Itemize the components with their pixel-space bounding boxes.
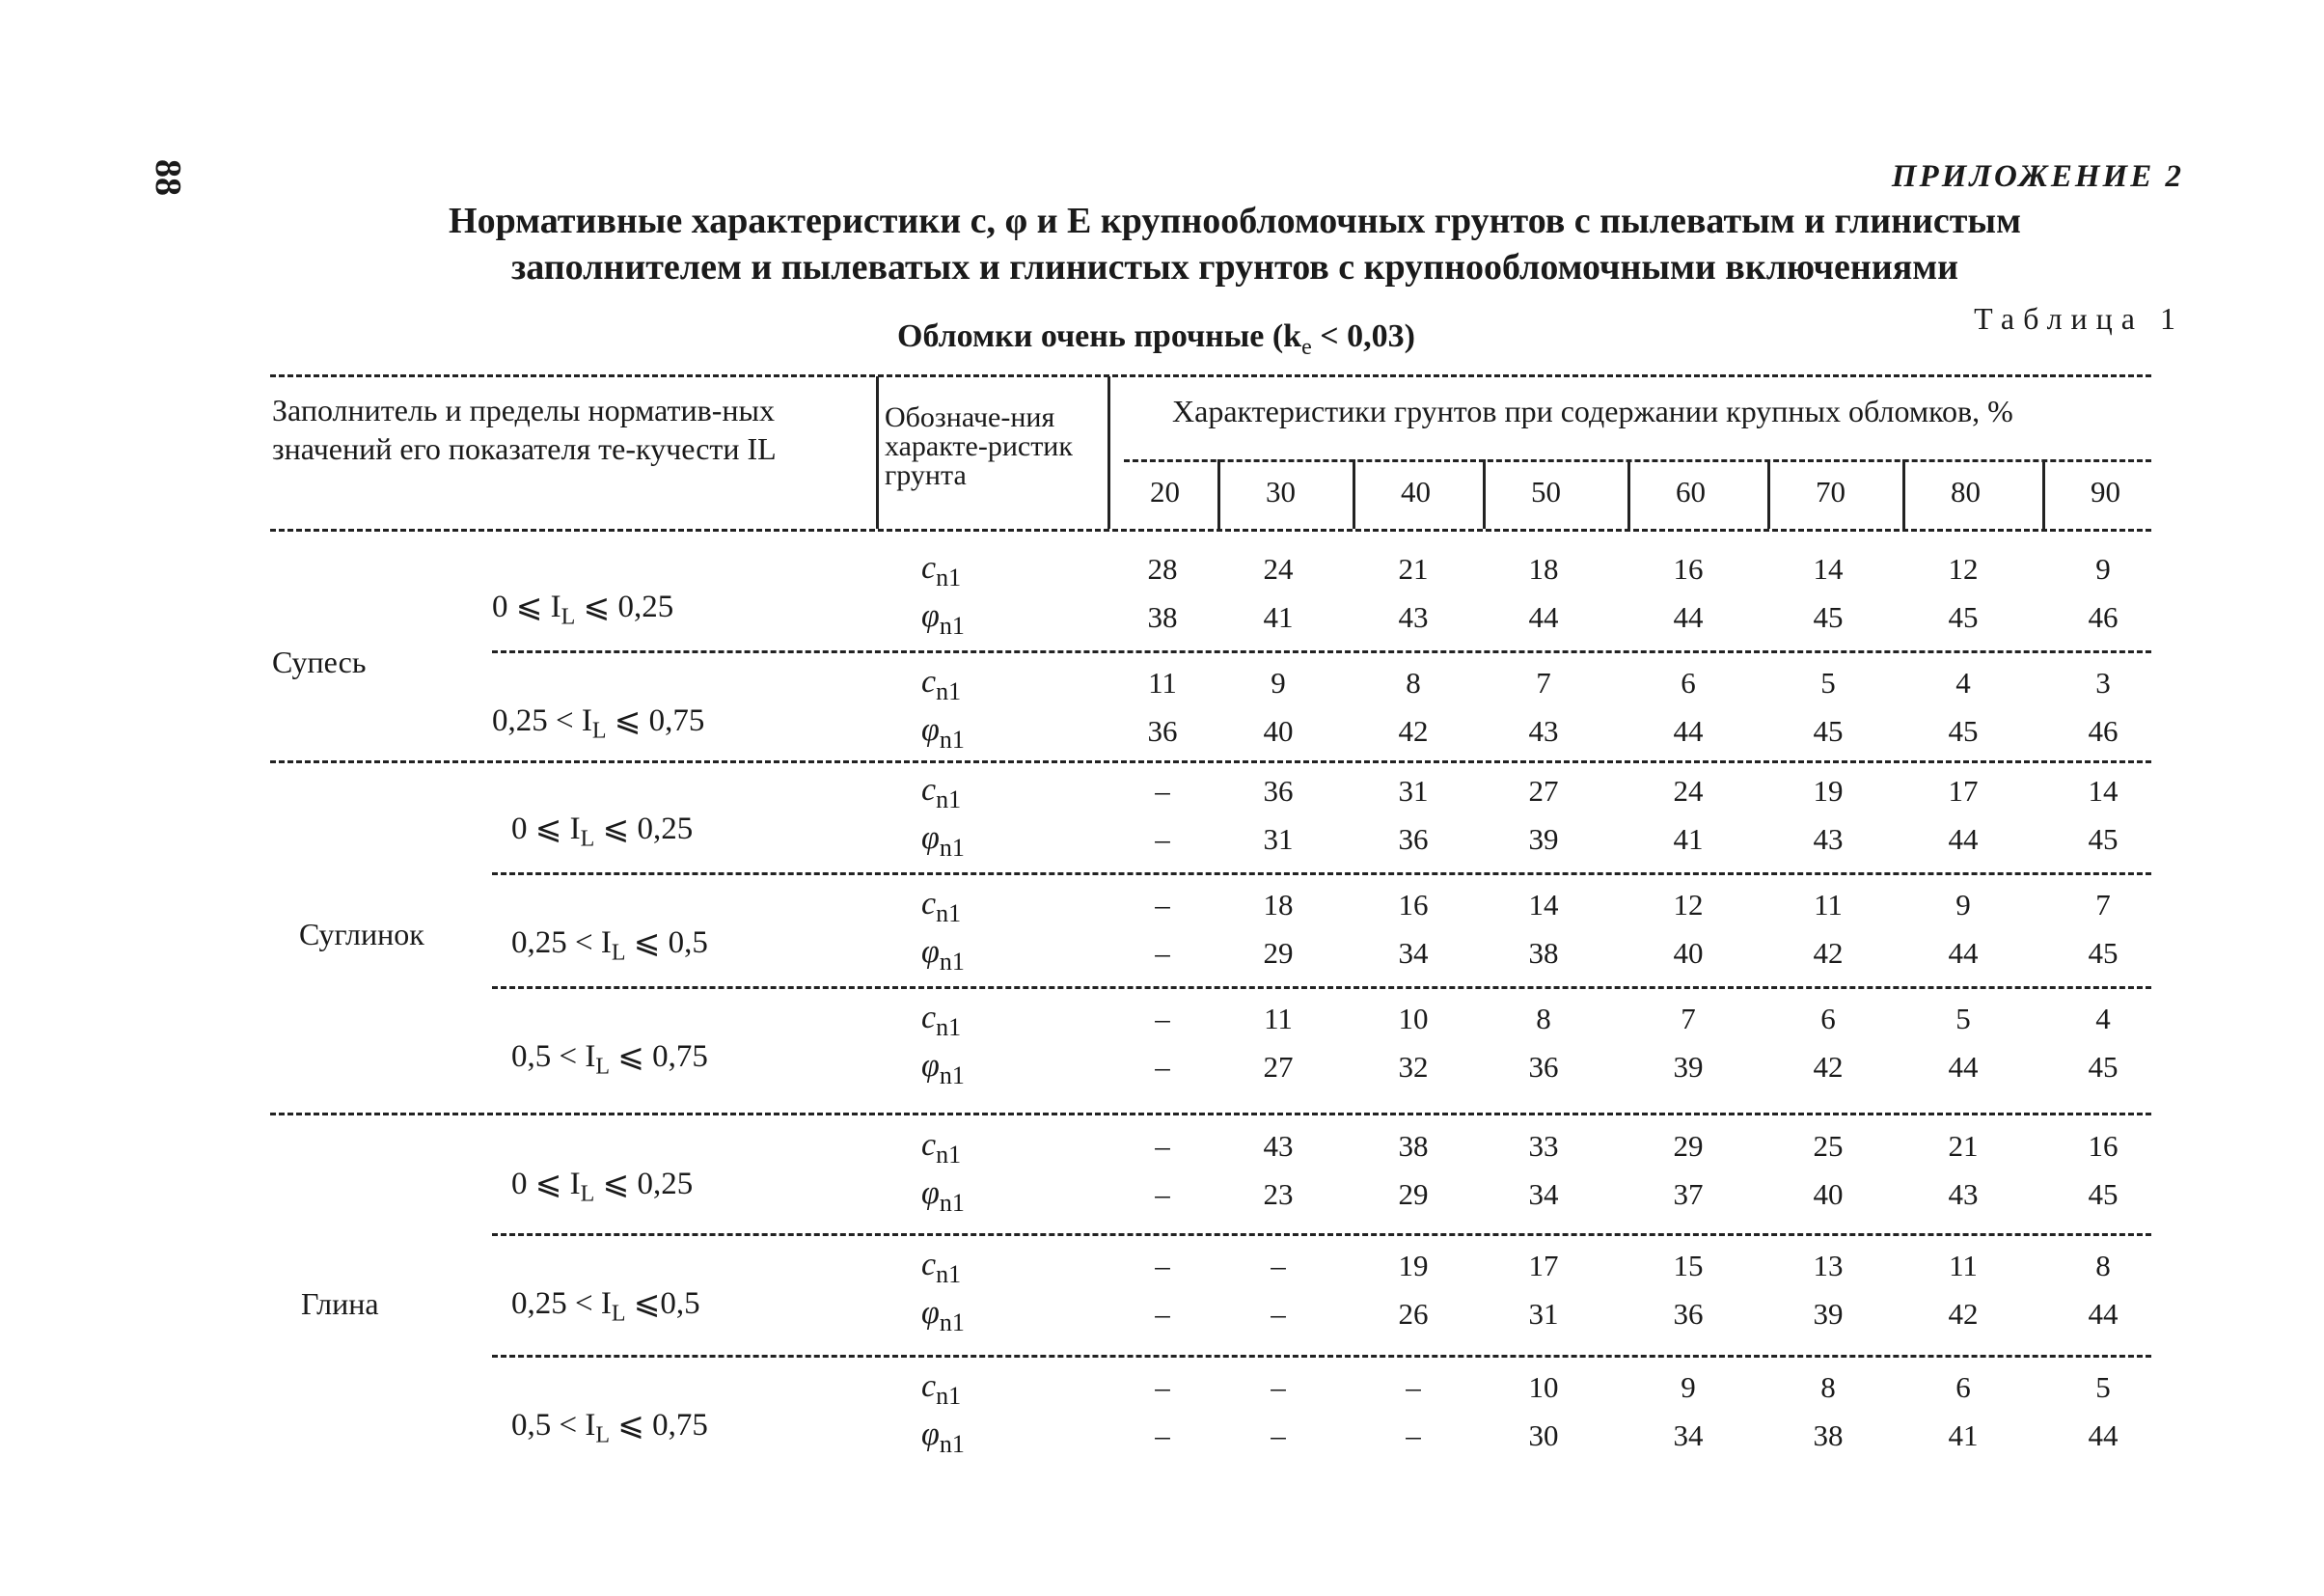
range-right: ⩽ 0,25 [575, 590, 674, 624]
phi-symbol [921, 1175, 965, 1218]
friction-angle-value: 38 [1813, 1418, 1844, 1452]
percentage-divider [1627, 459, 1630, 529]
cohesion-value: 16 [1673, 552, 1704, 586]
liquidity-range [511, 1164, 693, 1208]
cohesion-value: 9 [1681, 1370, 1696, 1404]
liquidity-range [511, 1405, 708, 1449]
cohesion-value: 11 [1814, 888, 1843, 922]
range-right: ⩽ 0,5 [625, 925, 708, 960]
cohesion-value: 36 [1263, 774, 1294, 808]
range-right: ⩽ 0,25 [594, 1167, 694, 1201]
friction-angle-value: 36 [1398, 822, 1429, 856]
friction-angle-value: – [1155, 822, 1170, 856]
symbol-main: c [921, 550, 937, 586]
friction-angle-value: 26 [1398, 1297, 1429, 1331]
symbol-main: φ [921, 1417, 940, 1452]
liquidity-range [511, 1036, 708, 1081]
subtitle-prefix: Обломки очень прочные (k [897, 318, 1302, 354]
group-rule [270, 760, 2151, 763]
cohesion-value: 11 [1148, 666, 1177, 700]
friction-angle-value: 43 [1813, 822, 1844, 856]
friction-angle-value: 44 [1948, 822, 1979, 856]
header-mid-rule [1124, 459, 2151, 462]
friction-angle-value: 44 [1948, 1050, 1979, 1084]
cohesion-value: 8 [1820, 1370, 1836, 1404]
symbol-sub: n1 [939, 1188, 965, 1217]
symbol-sub: n1 [936, 563, 962, 592]
symbol-main: φ [921, 934, 940, 970]
cohesion-value: 38 [1398, 1129, 1429, 1163]
cohesion-value: 31 [1398, 774, 1429, 808]
cohesion-value: 33 [1528, 1129, 1559, 1163]
range-right: ⩽ 0,25 [594, 812, 694, 846]
subrow-rule [492, 1355, 2151, 1358]
friction-angle-value: 43 [1948, 1177, 1979, 1211]
phi-symbol [921, 934, 965, 977]
friction-angle-value: 29 [1263, 936, 1294, 970]
cohesion-value: 5 [1955, 1002, 1971, 1035]
c-symbol [921, 772, 961, 814]
friction-angle-value: 31 [1528, 1297, 1559, 1331]
range-left: 0,5 < I [511, 1039, 596, 1074]
symbol-sub: n1 [939, 1060, 965, 1089]
range-right: ⩽0,5 [625, 1286, 700, 1321]
range-left: 0 ⩽ I [511, 812, 581, 846]
range-sub: L [560, 604, 576, 630]
range-sub: L [595, 1422, 611, 1448]
cohesion-value: 11 [1949, 1249, 1978, 1282]
page-number: 88 [148, 159, 188, 196]
page-title [318, 198, 2151, 290]
percentage-divider [1483, 459, 1486, 529]
percentage-divider [1767, 459, 1770, 529]
range-sub: L [611, 940, 626, 966]
header-bottom-rule [270, 529, 2151, 532]
cohesion-value: 14 [2088, 774, 2119, 808]
friction-angle-value: 45 [1948, 714, 1979, 748]
friction-angle-value: 45 [2088, 1050, 2119, 1084]
cohesion-value: 4 [1955, 666, 1971, 700]
title-line-2: заполнителем и пылеватых и глинистых грунтов с крупнообломочными включениями [510, 247, 1959, 288]
friction-angle-value: 43 [1528, 714, 1559, 748]
friction-angle-value: 30 [1528, 1418, 1559, 1452]
cohesion-value: 6 [1681, 666, 1696, 700]
title-line-1: Нормативные характеристики c, φ и E крупнообломочных грунтов с пылеватым и глинистым [449, 201, 2021, 241]
friction-angle-value: 38 [1528, 936, 1559, 970]
symbol-main: c [921, 886, 937, 922]
cohesion-value: 16 [1398, 888, 1429, 922]
group-rule [270, 1113, 2151, 1115]
phi-symbol [921, 1295, 965, 1337]
subrow-rule [492, 1233, 2151, 1236]
cohesion-value: – [1155, 1129, 1170, 1163]
friction-angle-value: 44 [1528, 600, 1559, 634]
header-divider-1 [876, 376, 879, 529]
cohesion-value: 24 [1673, 774, 1704, 808]
friction-angle-value: 44 [2088, 1418, 2119, 1452]
header-top-rule [270, 374, 2151, 377]
friction-angle-value: 27 [1263, 1050, 1294, 1084]
cohesion-value: 6 [1955, 1370, 1971, 1404]
symbol-sub: n1 [936, 898, 962, 927]
percentage-header-cell: 70 [1816, 475, 1846, 509]
friction-angle-value: – [1271, 1418, 1286, 1452]
subtitle-sub: e [1301, 334, 1312, 360]
c-symbol [921, 1127, 961, 1169]
friction-angle-value: – [1155, 1050, 1170, 1084]
cohesion-value: 15 [1673, 1249, 1704, 1282]
friction-angle-value: 42 [1948, 1297, 1979, 1331]
friction-angle-value: 31 [1263, 822, 1294, 856]
c-symbol [921, 1000, 961, 1042]
friction-angle-value: 44 [1673, 600, 1704, 634]
cohesion-value: 16 [2088, 1129, 2119, 1163]
symbol-main: c [921, 1000, 937, 1035]
friction-angle-value: 44 [1948, 936, 1979, 970]
table-label: Таблица 1 [1974, 301, 2184, 336]
cohesion-value: 29 [1673, 1129, 1704, 1163]
percentage-divider [1353, 459, 1355, 529]
percentage-header-cell: 20 [1150, 475, 1180, 509]
symbol-sub: n1 [939, 833, 965, 862]
liquidity-range [511, 809, 693, 853]
friction-angle-value: 23 [1263, 1177, 1294, 1211]
cohesion-value: 5 [1820, 666, 1836, 700]
soil-name: Глина [301, 1286, 379, 1321]
symbol-main: c [921, 1127, 937, 1163]
symbol-sub: n1 [936, 1381, 962, 1410]
symbol-sub: n1 [936, 1259, 962, 1288]
range-right: ⩽ 0,75 [610, 1408, 708, 1443]
range-sub: L [580, 1181, 595, 1207]
cohesion-value: – [1155, 1249, 1170, 1282]
cohesion-value: 27 [1528, 774, 1559, 808]
cohesion-value: 18 [1263, 888, 1294, 922]
symbol-main: c [921, 664, 937, 700]
percentage-header-cell: 30 [1266, 475, 1296, 509]
table-subtitle [897, 318, 1415, 361]
friction-angle-value: 39 [1673, 1050, 1704, 1084]
symbol-main: c [921, 772, 937, 808]
cohesion-value: – [1155, 1002, 1170, 1035]
cohesion-value: 7 [1536, 666, 1551, 700]
friction-angle-value: 36 [1528, 1050, 1559, 1084]
friction-angle-value: 29 [1398, 1177, 1429, 1211]
soil-name: Супесь [272, 645, 367, 679]
phi-symbol [921, 1048, 965, 1090]
symbol-main: c [921, 1368, 937, 1404]
cohesion-value: 12 [1948, 552, 1979, 586]
friction-angle-value: 45 [2088, 936, 2119, 970]
cohesion-value: 9 [1271, 666, 1286, 700]
symbol-sub: n1 [936, 784, 962, 813]
range-left: 0,25 < I [492, 703, 592, 738]
friction-angle-value: 39 [1813, 1297, 1844, 1331]
symbol-main: φ [921, 820, 940, 856]
range-sub: L [591, 718, 607, 744]
range-sub: L [580, 826, 595, 852]
friction-angle-value: 38 [1147, 600, 1178, 634]
range-left: 0 ⩽ I [492, 590, 561, 624]
friction-angle-value: 34 [1398, 936, 1429, 970]
range-sub: L [611, 1301, 626, 1327]
friction-angle-value: – [1271, 1297, 1286, 1331]
header-symbol-column: Обозначе-ния характе-ристик грунта [885, 401, 1073, 491]
c-symbol [921, 886, 961, 928]
friction-angle-value: 45 [1813, 714, 1844, 748]
friction-angle-value: – [1155, 936, 1170, 970]
symbol-main: φ [921, 1175, 940, 1211]
header-characteristics: Характеристики грунтов при содержании крупных обломков, % [1172, 394, 2013, 428]
friction-angle-value: 36 [1147, 714, 1178, 748]
friction-angle-value: 42 [1813, 936, 1844, 970]
cohesion-value: 10 [1398, 1002, 1429, 1035]
friction-angle-value: 42 [1813, 1050, 1844, 1084]
symbol-sub: n1 [936, 676, 962, 705]
friction-angle-value: 39 [1528, 822, 1559, 856]
cohesion-value: – [1155, 888, 1170, 922]
cohesion-value: 21 [1398, 552, 1429, 586]
c-symbol [921, 550, 961, 592]
cohesion-value: 7 [1681, 1002, 1696, 1035]
phi-symbol [921, 598, 965, 641]
cohesion-value: 24 [1263, 552, 1294, 586]
liquidity-range [492, 587, 673, 631]
cohesion-value: – [1406, 1370, 1421, 1404]
cohesion-value: 3 [2095, 666, 2111, 700]
symbol-main: c [921, 1247, 937, 1282]
cohesion-value: 4 [2095, 1002, 2111, 1035]
symbol-main: φ [921, 1295, 940, 1331]
friction-angle-value: 45 [2088, 1177, 2119, 1211]
friction-angle-value: 44 [1673, 714, 1704, 748]
friction-angle-value: 37 [1673, 1177, 1704, 1211]
symbol-sub: n1 [939, 1307, 965, 1336]
phi-symbol [921, 712, 965, 755]
range-left: 0,25 < I [511, 925, 612, 960]
soil-name: Суглинок [299, 917, 424, 951]
c-symbol [921, 1368, 961, 1411]
percentage-divider [1217, 459, 1220, 529]
liquidity-range [511, 922, 708, 967]
cohesion-value: 13 [1813, 1249, 1844, 1282]
symbol-main: φ [921, 598, 940, 634]
appendix-label: ПРИЛОЖЕНИЕ 2 [1891, 159, 2184, 194]
range-right: ⩽ 0,75 [606, 703, 705, 738]
percentage-header-cell: 40 [1401, 475, 1431, 509]
cohesion-value: 18 [1528, 552, 1559, 586]
percentage-header-cell: 80 [1951, 475, 1981, 509]
phi-symbol [921, 820, 965, 863]
friction-angle-value: 45 [1813, 600, 1844, 634]
cohesion-value: 11 [1264, 1002, 1293, 1035]
cohesion-value: 7 [2095, 888, 2111, 922]
friction-angle-value: 36 [1673, 1297, 1704, 1331]
percentage-header-cell: 50 [1531, 475, 1561, 509]
symbol-sub: n1 [936, 1012, 962, 1041]
cohesion-value: – [1155, 774, 1170, 808]
phi-symbol [921, 1417, 965, 1459]
cohesion-value: 9 [1955, 888, 1971, 922]
friction-angle-value: 41 [1673, 822, 1704, 856]
cohesion-value: 14 [1813, 552, 1844, 586]
header-filler-column: Заполнитель и пределы норматив-ных значений его показателя те-кучести IL [272, 393, 777, 466]
cohesion-value: – [1271, 1370, 1286, 1404]
cohesion-value: 43 [1263, 1129, 1294, 1163]
percentage-header-cell: 60 [1676, 475, 1706, 509]
cohesion-value: 10 [1528, 1370, 1559, 1404]
cohesion-value: – [1155, 1370, 1170, 1404]
range-left: 0,5 < I [511, 1408, 596, 1443]
friction-angle-value: 41 [1263, 600, 1294, 634]
percentage-divider [2042, 459, 2045, 529]
symbol-sub: n1 [939, 1429, 965, 1458]
friction-angle-value: 34 [1528, 1177, 1559, 1211]
friction-angle-value: – [1155, 1177, 1170, 1211]
friction-angle-value: 40 [1813, 1177, 1844, 1211]
cohesion-value: 19 [1398, 1249, 1429, 1282]
cohesion-value: 8 [2095, 1249, 2111, 1282]
cohesion-value: 19 [1813, 774, 1844, 808]
friction-angle-value: 45 [2088, 822, 2119, 856]
c-symbol [921, 1247, 961, 1289]
cohesion-value: 21 [1948, 1129, 1979, 1163]
subrow-rule [492, 872, 2151, 875]
symbol-sub: n1 [939, 947, 965, 976]
symbol-sub: n1 [939, 611, 965, 640]
friction-angle-value: – [1155, 1418, 1170, 1452]
cohesion-value: 17 [1528, 1249, 1559, 1282]
liquidity-range [511, 1283, 700, 1328]
friction-angle-value: 46 [2088, 714, 2119, 748]
friction-angle-value: 32 [1398, 1050, 1429, 1084]
cohesion-value: 8 [1406, 666, 1421, 700]
range-left: 0,25 < I [511, 1286, 612, 1321]
range-sub: L [595, 1054, 611, 1080]
symbol-sub: n1 [939, 725, 965, 754]
cohesion-value: 6 [1820, 1002, 1836, 1035]
cohesion-value: 5 [2095, 1370, 2111, 1404]
liquidity-range [492, 701, 704, 745]
cohesion-value: – [1271, 1249, 1286, 1282]
subrow-rule [492, 650, 2151, 653]
percentage-divider [1902, 459, 1905, 529]
friction-angle-value: – [1155, 1297, 1170, 1331]
cohesion-value: 28 [1147, 552, 1178, 586]
friction-angle-value: 34 [1673, 1418, 1704, 1452]
range-left: 0 ⩽ I [511, 1167, 581, 1201]
friction-angle-value: 45 [1948, 600, 1979, 634]
percentage-header-cell: 90 [2091, 475, 2120, 509]
range-right: ⩽ 0,75 [610, 1039, 708, 1074]
cohesion-value: 12 [1673, 888, 1704, 922]
friction-angle-value: – [1406, 1418, 1421, 1452]
friction-angle-value: 40 [1673, 936, 1704, 970]
friction-angle-value: 43 [1398, 600, 1429, 634]
subtitle-suffix: < 0,03) [1311, 318, 1415, 354]
subrow-rule [492, 986, 2151, 989]
c-symbol [921, 664, 961, 706]
cohesion-value: 14 [1528, 888, 1559, 922]
cohesion-value: 9 [2095, 552, 2111, 586]
friction-angle-value: 46 [2088, 600, 2119, 634]
symbol-main: φ [921, 712, 940, 748]
cohesion-value: 8 [1536, 1002, 1551, 1035]
friction-angle-value: 42 [1398, 714, 1429, 748]
cohesion-value: 17 [1948, 774, 1979, 808]
symbol-main: φ [921, 1048, 940, 1084]
friction-angle-value: 41 [1948, 1418, 1979, 1452]
symbol-sub: n1 [936, 1140, 962, 1169]
friction-angle-value: 44 [2088, 1297, 2119, 1331]
friction-angle-value: 40 [1263, 714, 1294, 748]
cohesion-value: 25 [1813, 1129, 1844, 1163]
